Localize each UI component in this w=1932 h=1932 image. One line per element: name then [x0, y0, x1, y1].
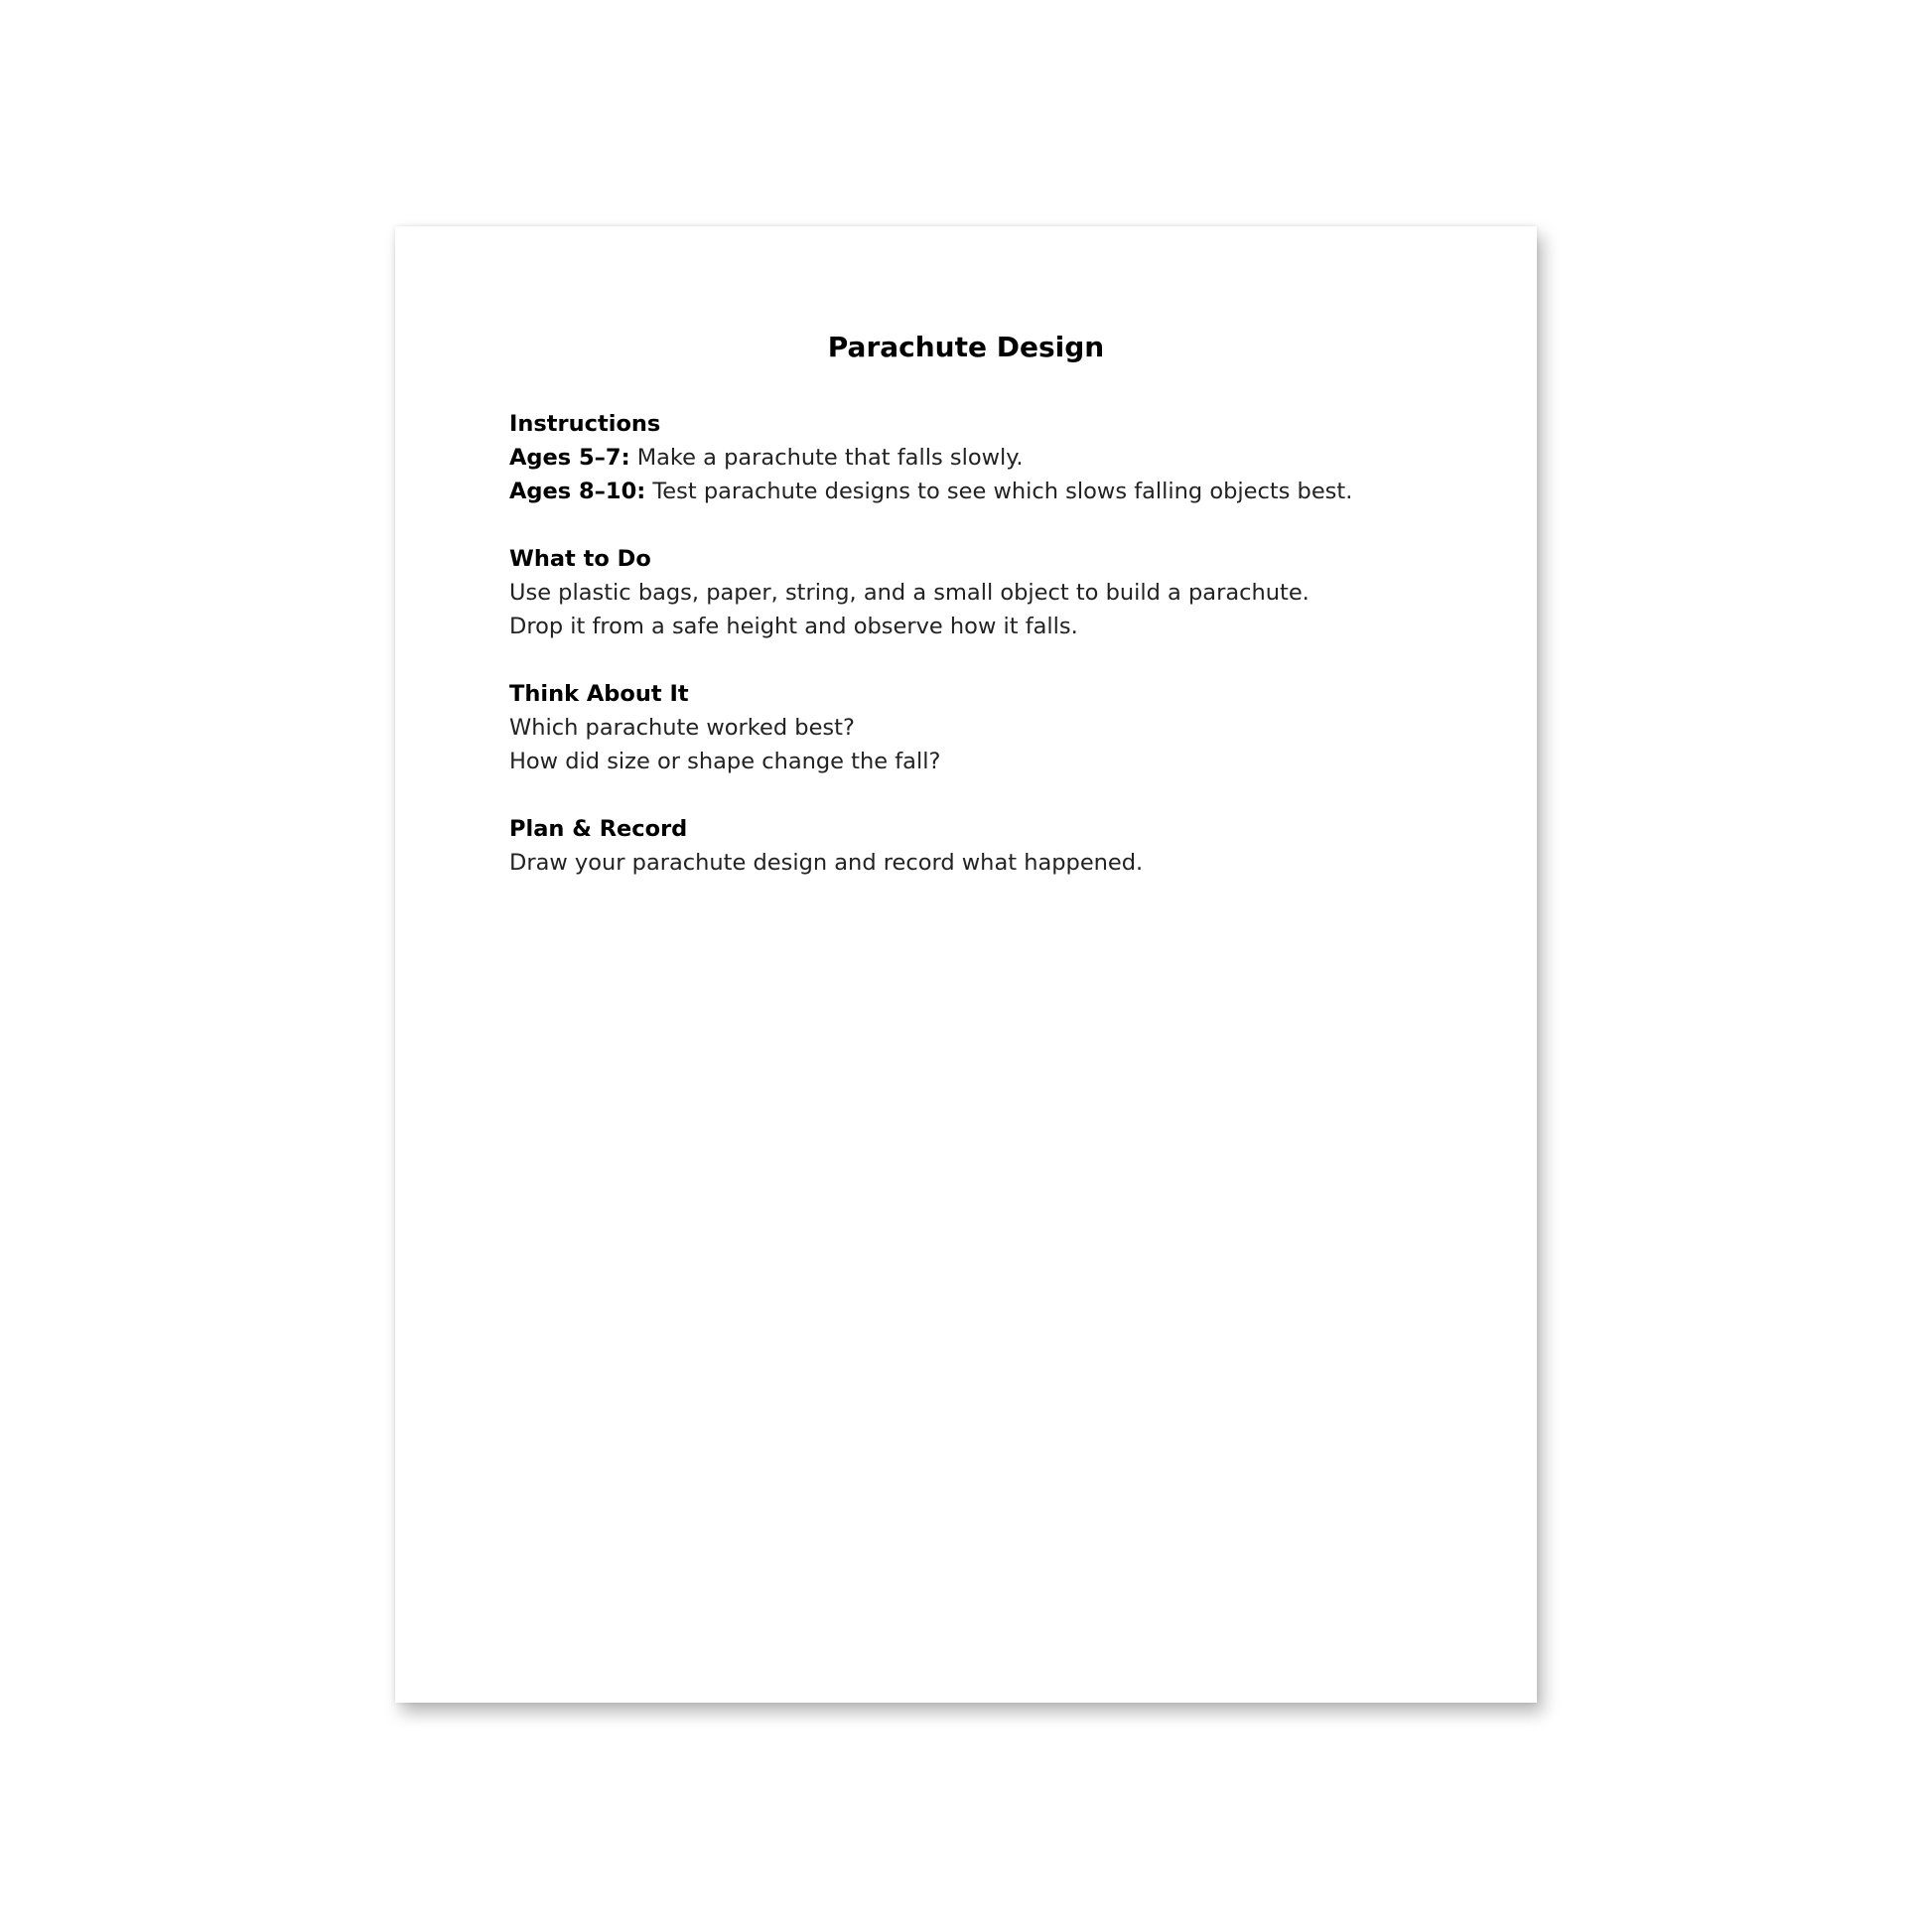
instruction-ages-5-7	[509, 441, 1423, 475]
instructions-section	[509, 407, 1423, 508]
what-to-do-heading: What to Do	[509, 546, 651, 572]
instructions-heading: Instructions	[509, 411, 661, 437]
document-title: Parachute Design	[827, 331, 1105, 363]
instruction-lead: Ages 8–10:	[509, 479, 646, 504]
instruction-lead: Ages 5–7:	[509, 445, 630, 471]
plan-record-section	[509, 812, 1423, 880]
think-about-it-section	[509, 677, 1423, 778]
think-about-it-heading: Think About It	[509, 681, 689, 707]
plan-record-line: Draw your parachute design and record what happened.	[509, 850, 1144, 876]
what-to-do-section	[509, 542, 1423, 643]
what-to-do-line: Drop it from a safe height and observe how it falls.	[509, 614, 1078, 639]
instruction-text: Make a parachute that falls slowly.	[636, 445, 1024, 471]
instruction-text: Test parachute designs to see which slows falling objects best.	[652, 479, 1353, 504]
think-about-it-line: How did size or shape change the fall?	[509, 749, 941, 774]
plan-record-heading: Plan & Record	[509, 816, 688, 842]
instruction-ages-8-10	[509, 475, 1423, 508]
document-sheet	[395, 226, 1537, 1703]
what-to-do-line: Use plastic bags, paper, string, and a small object to build a parachute.	[509, 580, 1310, 606]
document-content	[509, 331, 1423, 880]
think-about-it-line: Which parachute worked best?	[509, 715, 855, 741]
